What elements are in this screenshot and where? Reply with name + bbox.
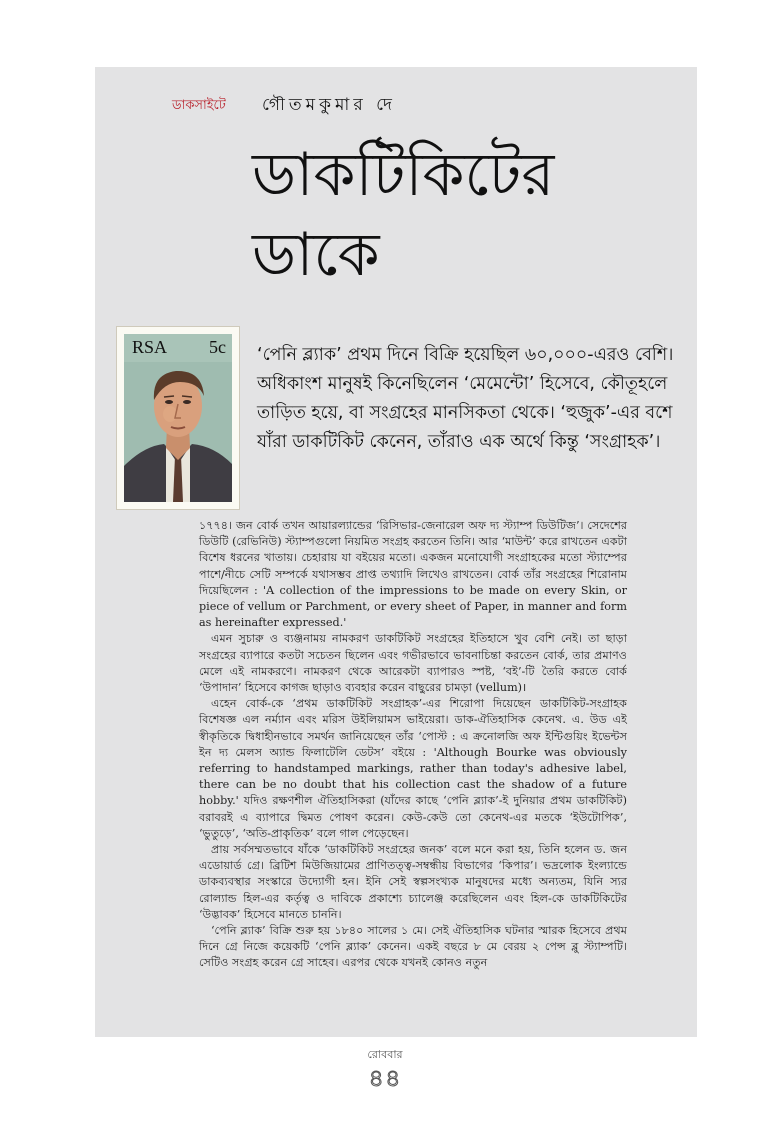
body-paragraph: ‘পেনি ব্ল্যাক’ বিক্রি শুরু হয় ১৮৪০ সালের ১ মে। সেই ঐতিহাসিক ঘটনার স্মারক হিসেবে প্রথম দিনে গ্রে নিজে কয়েকটি ‘পেনি ব্ল্যাক’ কেনেন। একই বছরে ৮ মে বেরয় ২ পেন্স ব্লু স্ট্যাম্পটি। সেটিও সংগ্রহ করেন গ্রে সাহেব। এরপর থেকে যখনই কোনও নতুন (199, 924, 627, 970)
stamp-country: RSA (132, 337, 168, 357)
headline: ডাকটিকিটের ডাকে (252, 140, 555, 290)
section-tag: ডাকসাইটে (172, 98, 226, 113)
stamp-inner (124, 334, 232, 502)
page-number: ৪৪ (368, 1064, 402, 1092)
portrait-illustration (124, 334, 232, 502)
stamp-image (117, 327, 239, 509)
body-paragraph: ১৭৭৪। জন বোর্ক তখন আয়ারল্যান্ডের ‘রিসিভার-জেনারেল অফ দ্য স্ট্যাম্প ডিউটিজ’। সেদেশের ডিউটি (রেভিনিউ) স্ট্যাম্পগুলো নিয়মিত সংগ্রহ করতেন তিনি। আর ‘মাউন্ট’ করে রাখতেন একটা বিশেষ ধরনের খাতায়। চেহারায় যা বইয়ের মতো। একজন মনোযোগী সংগ্রাহকের মতো স্ট্যাম্পের পাশে/নীচে সেটি সম্পর্কে যথাসম্ভব প্রাপ্ত তথ্যাদি লিখেও রাখতেন। বোর্ক তাঁর সংগ্রহের শিরোনাম দিয়েছিলেন : 'A collection of the impressions to be made on every Skin, or piece of vellum or Parchment, or every sheet of Paper, in manner and form as hereinafter expressed.' (199, 519, 627, 630)
body-paragraph: প্রায় সর্বসম্মতভাবে যাঁকে ‘ডাকটিকিট সংগ্রহের জনক’ বলে মনে করা হয়, তিনি হলেন ড. জন এডোয়ার্ড গ্রে। ব্রিটিশ মিউজিয়ামের প্রাণিতত্ত্ব-সম্বন্ধীয় বিভাগের ‘কিপার’। ভদ্রলোক ইংল্যান্ডে ডাকব্যবস্থার সংস্কারে উদ্যোগী হন। ইনি সেই স্বল্পসংখ্যক মানুষদের মধ্যে অন্যতম, যিনি স্যর রোল্যান্ড হিল-এর কর্তৃত্ব ও দাবিকে প্রকাশ্যে চ্যালেঞ্জ করেছিলেন এবং হিল-কে ডাকটিকিটের ‘উদ্ভাবক’ হিসেবে মানতে চাননি। (199, 843, 627, 921)
body-paragraph: এমন সুচারু ও ব্যঞ্জনাময় নামকরণ ডাকটিকিট সংগ্রহের ইতিহাসে খুব বেশি নেই। তা ছাড়া সংগ্রহের ব্যাপারে কতটা সচেতন ছিলেন এবং গভীরভাবে ভাবনাচিন্তা করতেন বোর্ক, তার প্রমাণও মেলে এই নামকরণে। নামকরণ থেকে আরেকটা ব্যাপারও স্পষ্ট, ‘বই’-টি তৈরি করতে বোর্ক ‘উপাদান’ হিসেবে কাগজ ছাড়াও ব্যবহার করেন বাছুরের চামড়া (vellum)। (199, 632, 627, 695)
body-paragraph: এহেন বোর্ক-কে ‘প্রথম ডাকটিকিট সংগ্রাহক’-এর শিরোপা দিয়েছেন ডাকটিকিট-সংগ্রাহক বিশেষজ্ঞ এল নর্ম্যান এবং মরিস উইলিয়ামস ভাইয়েরা। ডাক-ঐতিহাসিক কেনেথ. এ. উড এই স্বীকৃতিকে দ্বিধাহীনভাবে সমর্থন জানিয়েছেন তাঁর ‘পোস্ট : এ ক্রনোলজি অফ ইন্টিগুয়িং ইভেন্টস ইন দ্য মেলস অ্যান্ড ফিলাটেলি ডেটস’ বইয়ে : 'Although Bourke was obviously referring to handstamped markings, rather than today's adhesive label, there can be no doubt that his collection cast the shadow of a future hobby.' যদিও রক্ষণশীল ঐতিহাসিকরা (যাঁদের কাছে ‘পেনি ব্ল্যাক’-ই দুনিয়ার প্রথম ডাকটিকিট) বরাবরই এ ব্যাপারে দ্বিমত পোষণ করেন। কেউ-কেউ তো কেনেথ-এর মতকে ‘ইউটোপিক’, ‘ভুতুড়ে’, ‘অতি-প্রাকৃতিক’ বলে গাল পেড়েছেন। (199, 697, 627, 840)
article-body (199, 518, 627, 972)
stamp-value: 5c (209, 337, 226, 357)
author-byline: গৌতমকুমার দে (262, 95, 396, 115)
magazine-name: রোববার (367, 1048, 403, 1061)
lead-paragraph: ‘পেনি ব্ল্যাক’ প্রথম দিনে বিক্রি হয়েছিল ৬০,০০০-এরও বেশি। অধিকাংশ মানুষই কিনেছিলেন ‘মেমেন্টো’ হিসেবে, কৌতূহলে তাড়িত হয়ে, বা সংগ্রহের মানসিকতা থেকে। ‘হুজুক’-এর বশে যাঁরা ডাকটিকিট কেনেন, তাঁরাও এক অর্থে কিন্তু ‘সংগ্রাহক’। (257, 345, 674, 452)
